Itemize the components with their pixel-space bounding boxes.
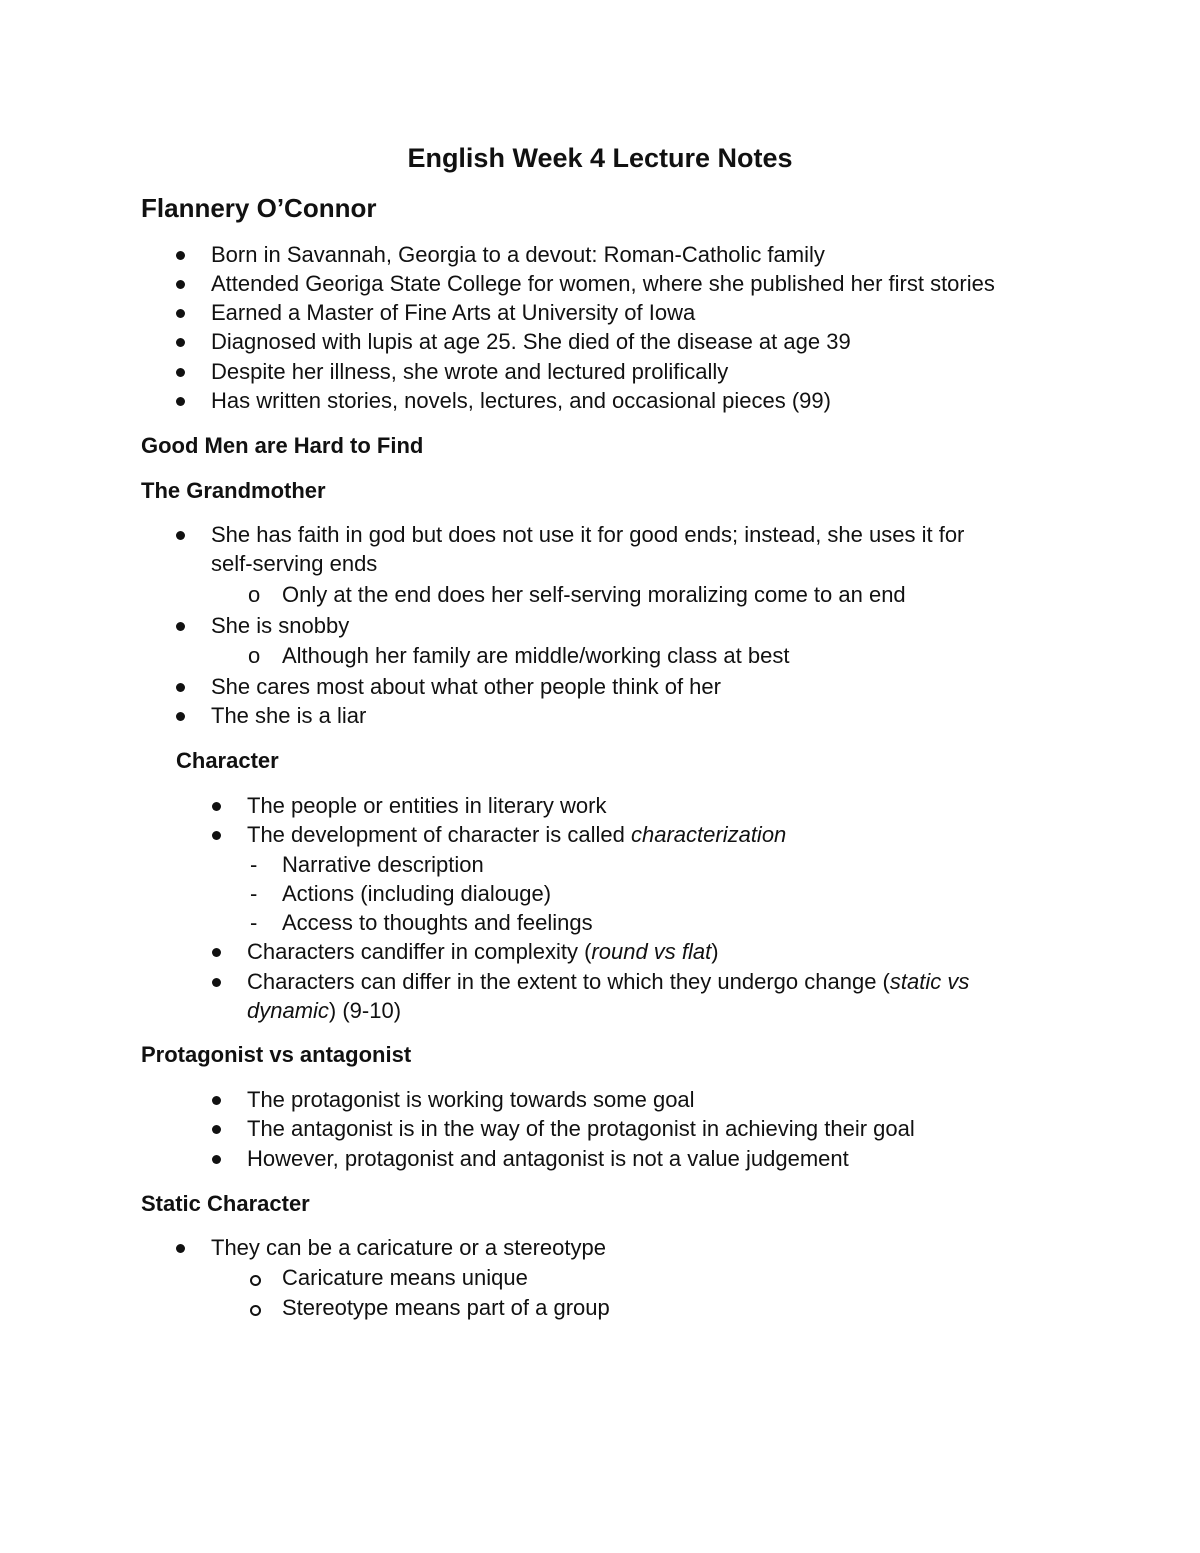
dash-marker: -: [250, 910, 258, 935]
dash-marker: -: [250, 852, 258, 877]
list-item: The she is a liar: [211, 703, 367, 728]
list-item: Attended Georiga State College for women, where she published her first stories: [211, 271, 995, 296]
list-item: The people or entities in literary work: [247, 793, 607, 818]
list-item-continuation: self-serving ends: [211, 551, 378, 576]
italic-term: dynamic: [247, 998, 329, 1023]
bullet-icon: [212, 1125, 221, 1134]
italic-term: characterization: [630, 822, 787, 847]
bullet-icon: [176, 368, 185, 377]
sub-list-item: Caricature means unique: [282, 1265, 528, 1290]
list-item-text: The development of character is called: [247, 822, 631, 847]
bullet-icon: [212, 948, 221, 957]
bullet-icon: [176, 309, 185, 318]
list-item: She cares most about what other people think of her: [211, 674, 721, 699]
list-item: The antagonist is in the way of the protagonist in achieving their goal: [247, 1116, 915, 1141]
dash-marker: -: [250, 881, 258, 906]
bullet-icon: [212, 802, 221, 811]
list-item: Has written stories, novels, lectures, and occasional pieces (99): [211, 388, 831, 413]
sub-bullet-icon: [250, 1275, 261, 1286]
bullet-icon: [176, 531, 185, 540]
list-item-text: Characters candiffer in complexity (: [247, 939, 592, 964]
sub-bullet-icon: [250, 1305, 261, 1316]
sub-bullet-marker: o: [248, 582, 261, 607]
bullet-icon: [176, 280, 185, 289]
bullet-icon: [176, 712, 185, 721]
sub-list-item: Only at the end does her self-serving moralizing come to an end: [282, 582, 906, 607]
sub-list-item: Stereotype means part of a group: [282, 1295, 610, 1320]
list-item: However, protagonist and antagonist is not a value judgement: [247, 1146, 849, 1171]
page-title: English Week 4 Lecture Notes: [407, 143, 793, 173]
section-heading-character: Character: [176, 748, 279, 773]
bullet-icon: [176, 397, 185, 406]
bullet-icon: [212, 1096, 221, 1105]
list-item: [247, 820, 786, 850]
section-heading-static: Static Character: [141, 1191, 310, 1216]
bullet-icon: [212, 978, 221, 987]
bullet-icon: [212, 1155, 221, 1164]
list-item: She has faith in god but does not use it for good ends; instead, she uses it for: [211, 522, 965, 547]
list-item: Diagnosed with lupis at age 25. She died of the disease at age 39: [211, 329, 851, 354]
bullet-icon: [176, 1244, 185, 1253]
list-item: [247, 967, 969, 997]
sub-bullet-marker: o: [248, 643, 261, 668]
list-item: [247, 937, 719, 967]
list-item: Earned a Master of Fine Arts at University of Iowa: [211, 300, 696, 325]
list-item: Born in Savannah, Georgia to a devout: Roman-Catholic family: [211, 242, 825, 267]
dash-list-item: Access to thoughts and feelings: [282, 910, 593, 935]
bullet-icon: [212, 831, 221, 840]
dash-list-item: Narrative description: [282, 852, 484, 877]
list-item: She is snobby: [211, 613, 350, 638]
section-heading-protagonist: Protagonist vs antagonist: [141, 1042, 412, 1067]
italic-term: static vs: [889, 969, 970, 994]
bullet-icon: [176, 622, 185, 631]
section-heading-oconnor: Flannery O’Connor: [141, 193, 377, 223]
bullet-icon: [176, 338, 185, 347]
list-item-text: ) (9-10): [328, 998, 402, 1023]
list-item-text: ): [711, 939, 719, 964]
list-item-continuation: [247, 996, 401, 1026]
list-item-text: Characters can differ in the extent to which they undergo change (: [247, 969, 890, 994]
list-item: They can be a caricature or a stereotype: [211, 1235, 606, 1260]
dash-list-item: Actions (including dialouge): [282, 881, 552, 906]
story-heading: Good Men are Hard to Find: [141, 433, 424, 458]
list-item: Despite her illness, she wrote and lectured prolifically: [211, 359, 729, 384]
section-heading-grandmother: The Grandmother: [141, 478, 326, 503]
bullet-icon: [176, 251, 185, 260]
list-item: The protagonist is working towards some goal: [247, 1087, 695, 1112]
bullet-icon: [176, 683, 185, 692]
sub-list-item: Although her family are middle/working class at best: [282, 643, 790, 668]
italic-term: round vs flat: [591, 939, 712, 964]
